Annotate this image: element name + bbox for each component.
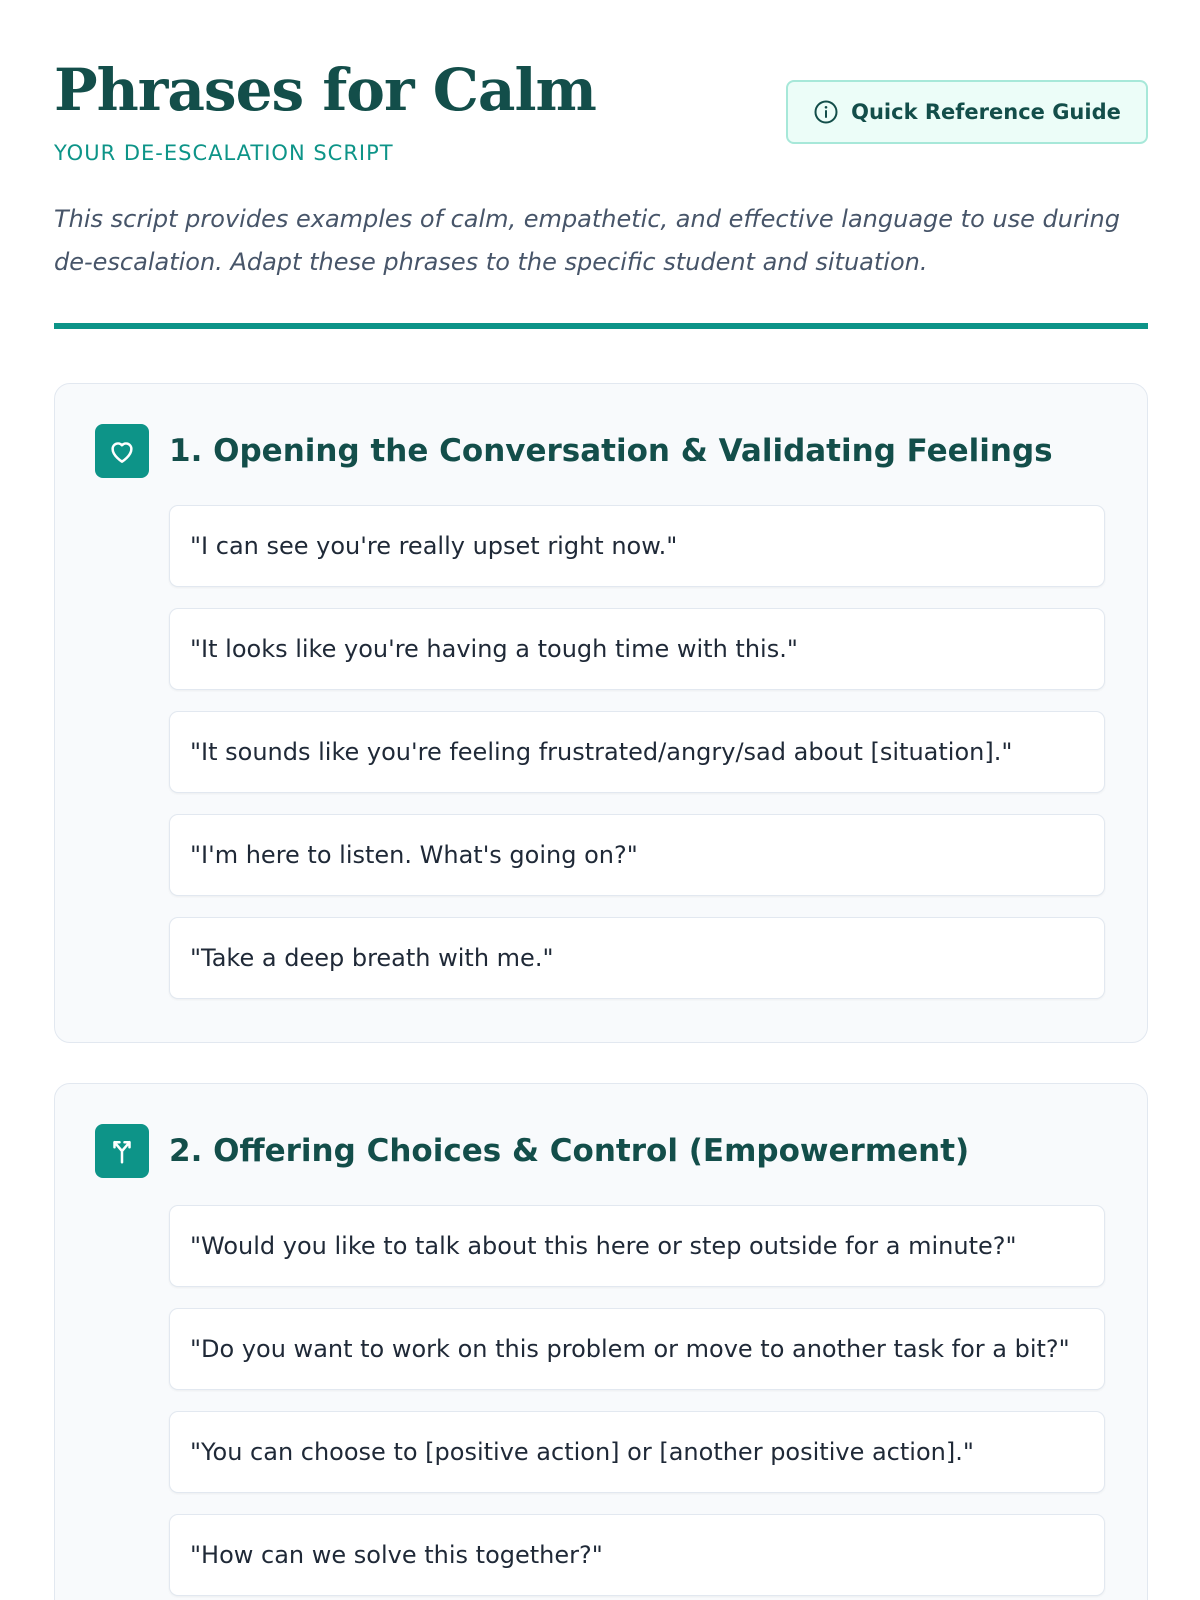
phrase-card: "How can we solve this together?": [169, 1514, 1105, 1596]
page: [54, 0, 1148, 1569]
section-title: 1. Opening the Conversation & Validating Feelings: [169, 433, 1053, 469]
phrase-card: "Do you want to work on this problem or move to another task for a bit?": [169, 1308, 1105, 1390]
heart-icon: [95, 424, 149, 478]
quick-reference-guide-label: Quick Reference Guide: [851, 100, 1121, 124]
info-circle-icon: [813, 99, 839, 125]
section-header: [95, 424, 1053, 478]
header-divider: [54, 323, 1148, 329]
header: [54, 0, 1148, 170]
section-header: [95, 1124, 969, 1178]
section-title: 2. Offering Choices & Control (Empowerment): [169, 1133, 970, 1169]
page-title: Phrases for Calm: [54, 56, 596, 124]
phrase-card: "I can see you're really upset right now.": [169, 505, 1105, 587]
quick-reference-guide-button[interactable]: [786, 80, 1148, 144]
split-arrows-icon: [95, 1124, 149, 1178]
phrase-card: "Would you like to talk about this here or step outside for a minute?": [169, 1205, 1105, 1287]
phrase-list: [169, 1205, 1105, 1600]
phrase-card: "It looks like you're having a tough time with this.": [169, 608, 1105, 690]
page-subtitle: YOUR DE-ESCALATION SCRIPT: [54, 141, 394, 165]
phrase-card: "I'm here to listen. What's going on?": [169, 814, 1105, 896]
phrase-list: [169, 505, 1105, 1020]
section-validating-feelings: [54, 383, 1148, 1043]
section-offering-choices: [54, 1083, 1148, 1600]
intro-text: This script provides examples of calm, empathetic, and effective language to use during de-escalation. Adapt these phrases to the specific student and situation.: [54, 205, 1120, 276]
phrase-card: "You can choose to [positive action] or [another positive action].": [169, 1411, 1105, 1493]
phrase-card: "It sounds like you're feeling frustrated/angry/sad about [situation].": [169, 711, 1105, 793]
phrase-card: "Take a deep breath with me.": [169, 917, 1105, 999]
